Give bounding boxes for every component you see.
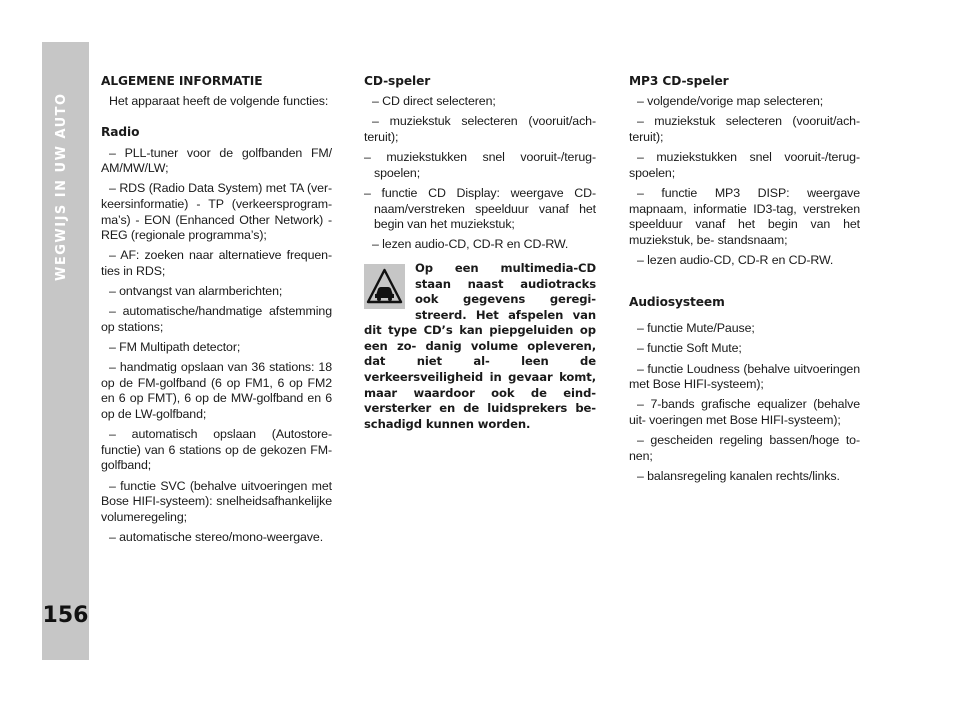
list-item: – RDS (Radio Data System) met TA (ver- keersinformatie) - TP (verkeersprogram- ma’s) - EON (Enhanced Other Network) - REG (regionale programma’s); (101, 181, 332, 243)
list-item: – 7-bands grafische equalizer (behalve uit- voeringen met Bose HIFI-systeem); (629, 397, 860, 428)
column-mp3-audio (629, 74, 860, 489)
list-item: – automatische/handmatige afstemming op stations; (101, 304, 332, 334)
list-item: – functie CD Display: weergave CD- naam/verstreken speelduur vanaf het begin van het muziekstuk; (364, 185, 596, 232)
heading-audio-system: Audiosysteem (629, 295, 725, 310)
warning-text: Op een multimedia-CD staan naast audiotracks ook gegevens geregi- streerd. Het afspelen van dit type CD’s kan piepgeluiden op een zo- danig volume opleveren, dat niet al- leen de verkeersveiligheid in gevaar komt, maar waardoor ook de eind- versterker en de luidsprekers be- schadigd kunnen worden. (364, 260, 596, 431)
list-item: – gescheiden regeling bassen/hoge to- nen; (629, 433, 860, 463)
list-item: – muziekstuk selecteren (vooruit/ach- teruit); (629, 114, 860, 144)
heading-general-info: ALGEMENE INFORMATIE (101, 74, 263, 88)
list-item: – functie Loudness (behalve uitvoeringen met Bose HIFI-systeem); (629, 361, 860, 392)
list-item: – balansregeling kanalen rechts/links. (637, 469, 840, 483)
list-item: – PLL-tuner voor de golfbanden FM/ AM/MW/LW; (101, 145, 332, 176)
list-item: – muziekstukken snel vooruit-/terug- spoelen; (629, 150, 860, 180)
list-item: – functie Soft Mute; (637, 341, 742, 356)
list-item: – automatische stereo/mono-weergave. (109, 529, 324, 544)
page-number: 156 (42, 603, 89, 628)
column-general-info (101, 74, 332, 550)
heading-cd-player: CD-speler (364, 74, 431, 88)
list-item: – muziekstuk selecteren (vooruit/ach- teruit); (364, 114, 596, 144)
column-cd-player (364, 74, 596, 432)
list-item: – functie MP3 DISP: weergave mapnaam, informatie ID3-tag, verstreken speelduur vanaf het begin van het muziekstuk, be- standsnaam; (629, 185, 860, 247)
list-item: – functie Mute/Pause; (637, 321, 755, 336)
list-item: – automatisch opslaan (Autostore-functie) van 6 stations op de gekozen FM-golfband; (101, 427, 332, 473)
heading-radio: Radio (101, 125, 140, 140)
list-item: – functie SVC (behalve uitvoeringen met Bose HIFI-systeem): snelheidsafhankelijke volumeregeling; (101, 478, 332, 524)
list-item: – volgende/vorige map selecteren; (637, 94, 824, 109)
list-item: – lezen audio-CD, CD-R en CD-RW. (637, 252, 834, 267)
list-item: – FM Multipath detector; (109, 340, 241, 355)
heading-mp3-player: MP3 CD-speler (629, 74, 729, 88)
list-item: – lezen audio-CD, CD-R en CD-RW. (372, 237, 569, 252)
warning-triangle-car-icon (364, 264, 405, 309)
intro-text: Het apparaat heeft de volgende functies: (109, 94, 329, 109)
list-item: – muziekstukken snel vooruit-/terug- spoelen; (364, 150, 596, 180)
warning-box (364, 261, 596, 433)
list-item: – AF: zoeken naar alternatieve frequen- ties in RDS; (101, 248, 332, 278)
list-item: – handmatig opslaan van 36 stations: 18 op de FM-golfband (6 op FM1, 6 op FM2 en 6 op FMT), 6 op de MW-golfband en 6 op de LW-golfband; (101, 360, 332, 422)
list-item: – ontvangst van alarmberichten; (109, 284, 283, 299)
section-title: WEGWIJS IN UW AUTO (54, 92, 69, 282)
list-item: – CD direct selecteren; (372, 94, 496, 109)
